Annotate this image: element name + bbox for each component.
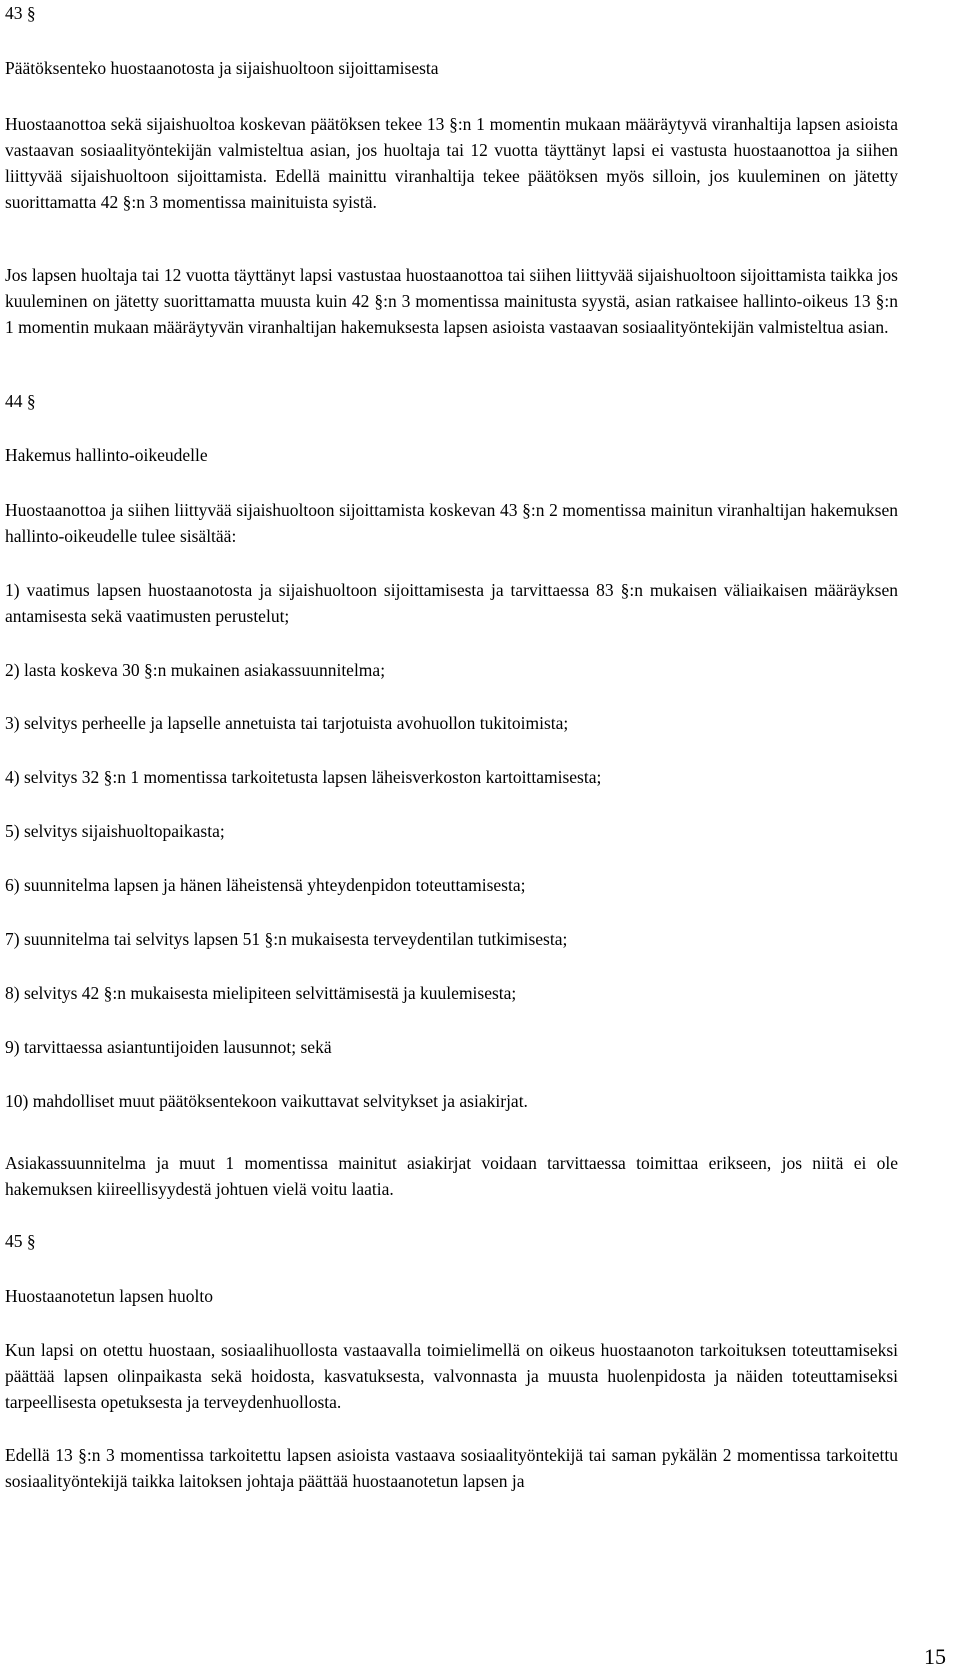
- section-44-item-10: 10) mahdolliset muut päätöksentekoon vaikuttavat selvitykset ja asiakirjat.: [5, 1091, 528, 1111]
- section-45-paragraph-2: Edellä 13 §:n 3 momentissa tarkoitettu lapsen asioista vastaava sosiaalityöntekijä tai saman pykälän 2 momentissa tarkoitettu sosiaalityöntekijä taikka laitoksen johtaja päättää huostaanotetun lapsen ja: [5, 1445, 898, 1491]
- section-44-item-2: 2) lasta koskeva 30 §:n mukainen asiakassuunnitelma;: [5, 660, 386, 680]
- section-44-item-9: 9) tarvittaessa asiantuntijoiden lausunnot; sekä: [5, 1037, 332, 1057]
- section-44-item-8: 8) selvitys 42 §:n mukaisesta mielipiteen selvittämisestä ja kuulemisesta;: [5, 983, 517, 1003]
- section-43-paragraph-1: Huostaanottoa sekä sijaishuoltoa koskevan päätöksen tekee 13 §:n 1 momentin mukaan määräytyvä viranhaltija lapsen asioista vastaavan sosiaalityöntekijän valmisteltua asian, jos huoltaja tai 12 vuotta täyttänyt lapsi ei vastusta huostaanottoa ja siihen liittyvää sijaishuoltoon sijoittamista. Edellä mainittu viranhaltija tekee päätöksen myös silloin, jos kuuleminen on jätetty suorittamatta 42 §:n 3 momentissa mainituista syistä.: [5, 114, 898, 212]
- section-45-number: 45 §: [5, 1231, 36, 1251]
- section-44-item-7: 7) suunnitelma tai selvitys lapsen 51 §:n mukaisesta terveydentilan tutkimisesta;: [5, 929, 568, 949]
- section-43-title: Päätöksenteko huostaanotosta ja sijaishuoltoon sijoittamisesta: [5, 58, 439, 78]
- section-44-closing: Asiakassuunnitelma ja muut 1 momentissa mainitut asiakirjat voidaan tarvittaessa toimittaa erikseen, jos niitä ei ole hakemuksen kiireellisyydestä johtuen vielä voitu laatia.: [5, 1153, 898, 1199]
- section-45-title: Huostaanotetun lapsen huolto: [5, 1286, 214, 1306]
- section-44-title: Hakemus hallinto-oikeudelle: [5, 445, 208, 465]
- section-43-paragraph-2: Jos lapsen huoltaja tai 12 vuotta täyttänyt lapsi vastustaa huostaanottoa tai siihen liittyvää sijaishuoltoon sijoittamista taikka jos kuuleminen on jätetty suorittamatta muusta kuin 42 §:n 3 momentissa mainitusta syystä, asian ratkaisee hallinto-oikeus 13 §:n 1 momentin mukaan määräytyvän viranhaltijan hakemuksesta lapsen asioista vastaavan sosiaalityöntekijän valmisteltua asian.: [5, 265, 898, 337]
- section-44-item-5: 5) selvitys sijaishuoltopaikasta;: [5, 821, 225, 841]
- section-44-item-6: 6) suunnitelma lapsen ja hänen läheistensä yhteydenpidon toteuttamisesta;: [5, 875, 526, 895]
- section-44-intro: Huostaanottoa ja siihen liittyvää sijaishuoltoon sijoittamista koskevan 43 §:n 2 momentissa mainitun viranhaltijan hakemuksen hallinto-oikeudelle tulee sisältää:: [5, 500, 898, 546]
- section-44-item-4: 4) selvitys 32 §:n 1 momentissa tarkoitetusta lapsen läheisverkoston kartoittamisesta;: [5, 767, 602, 787]
- section-44-number: 44 §: [5, 391, 36, 411]
- section-45-paragraph-1: Kun lapsi on otettu huostaan, sosiaalihuollosta vastaavalla toimielimellä on oikeus huostaanoton tarkoituksen toteuttamiseksi päättää lapsen olinpaikasta sekä hoidosta, kasvatuksesta, valvonnasta ja muusta huolenpidosta ja näiden toteuttamiseksi tarpeellisesta opetuksesta ja terveydenhuollosta.: [5, 1340, 898, 1412]
- section-43-number: 43 §: [5, 3, 36, 23]
- section-44-item-1: 1) vaatimus lapsen huostaanotosta ja sijaishuoltoon sijoittamisesta ja tarvittaessa 83 §:n mukaisen väliaikaisen määräyksen antamisesta sekä vaatimusten perustelut;: [5, 580, 898, 626]
- section-44-item-3: 3) selvitys perheelle ja lapselle annetuista tai tarjotuista avohuollon tukitoimista;: [5, 713, 569, 733]
- page-number: 15: [924, 1644, 946, 1669]
